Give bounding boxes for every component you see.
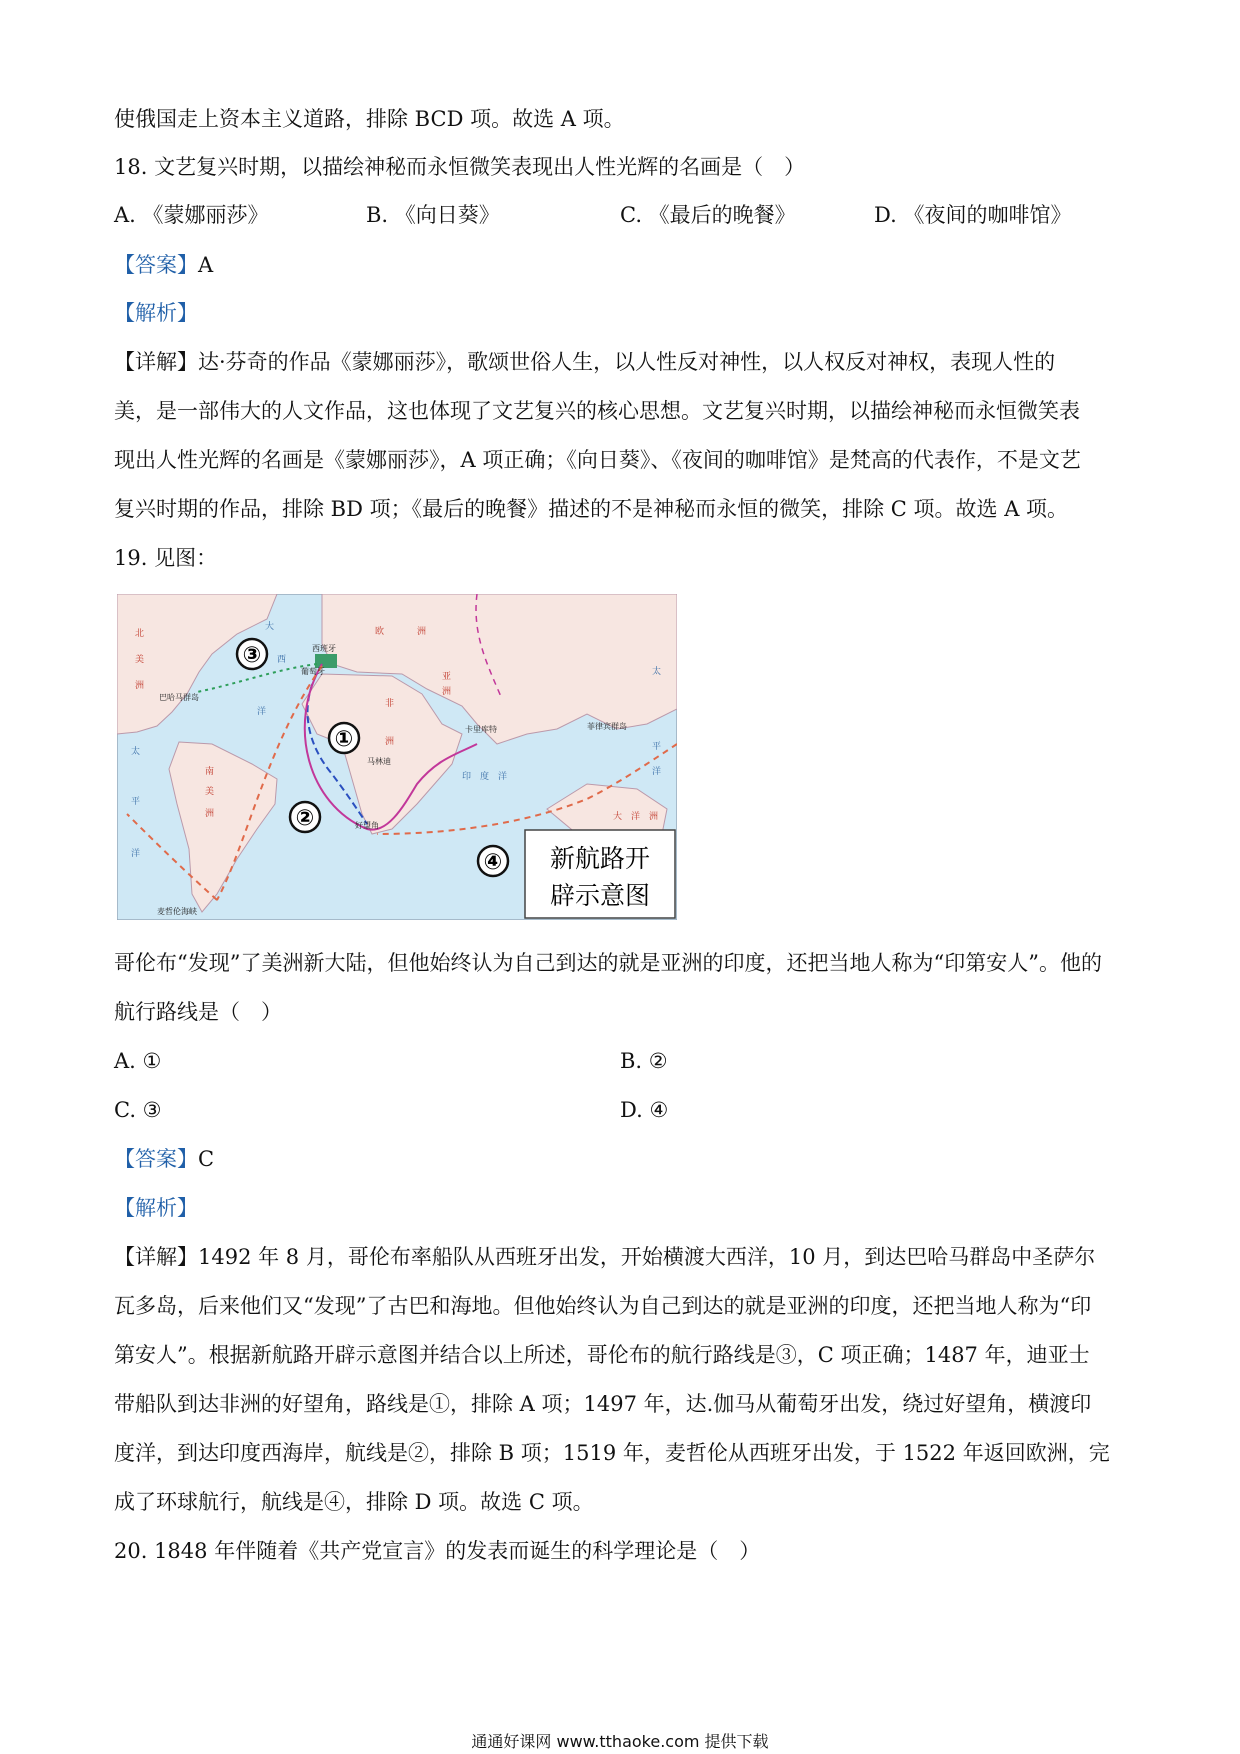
answer-tag: 【答案】 [114, 253, 198, 277]
svg-text:③: ③ [242, 643, 262, 668]
q18-answer [114, 250, 213, 280]
map-title-line-2: 辟示意图 [549, 881, 651, 910]
label-north-america: 美 [135, 655, 145, 665]
map-title-line-1: 新航路开 [549, 844, 651, 873]
label-pacific-west: 太 [131, 747, 141, 757]
label-indian-ocean: 印 度 洋 [462, 772, 508, 782]
iberia-highlight [315, 654, 337, 668]
label-portugal: 葡萄牙 [301, 667, 325, 676]
label-cape-of-good-hope: 好望角 [355, 821, 379, 830]
marker-1 [329, 723, 359, 753]
label-atlantic: 大 [265, 622, 275, 632]
q19-detail-3: 第安人”。根据新航路开辟示意图并结合以上所述，哥伦布的航行路线是③，C 项正确；1487 年，迪亚士 [114, 1343, 1090, 1367]
svg-text:②: ② [295, 806, 315, 831]
detail-text: 达·芬奇的作品《蒙娜丽莎》，歌颂世俗人生，以人性反对神性，以人权反对神权，表现人性的 [198, 350, 1056, 374]
label-africa: 洲 [385, 737, 395, 747]
q18-analysis-tag: 【解析】 [114, 301, 198, 325]
label-malindi: 马林迪 [367, 757, 391, 766]
question-19: 19. 见图： [114, 546, 218, 570]
label-bahamas: 巴哈马群岛 [159, 693, 199, 702]
label-south-america: 洲 [205, 809, 215, 819]
label-philippines: 菲律宾群岛 [587, 722, 627, 731]
q19-detail-2: 瓦多岛，后来他们又“发现”了古巴和海地。但他始终认为自己到达的就是亚洲的印度，还把当地人称为“印 [114, 1294, 1092, 1318]
q19-detail-6: 成了环球航行，航线是④，排除 D 项。故选 C 项。 [114, 1490, 594, 1514]
marker-2 [290, 802, 320, 832]
label-asia: 洲 [442, 687, 452, 697]
marker-4 [478, 846, 508, 876]
detail-text: 1492 年 8 月，哥伦布率船队从西班牙出发，开始横渡大西洋，10 月，到达巴哈马群岛中圣萨尔 [198, 1245, 1096, 1269]
q19-option-b: B. ② [620, 1049, 668, 1073]
q19-option-d: D. ④ [620, 1098, 669, 1122]
text-line: 使俄国走上资本主义道路，排除 BCD 项。故选 A 项。 [114, 107, 625, 131]
question-20: 20. 1848 年伴随着《共产党宣言》的发表而诞生的科学理论是（ ） [114, 1539, 761, 1563]
label-north-america: 北 [135, 629, 145, 639]
page-footer: 通通好课网 www.tthaoke.com 提供下载 [471, 1732, 769, 1751]
q19-option-c: C. ③ [114, 1098, 162, 1122]
label-south-america: 南 [205, 767, 215, 777]
label-pacific-west: 洋 [131, 849, 141, 859]
new-sea-routes-map [117, 594, 677, 920]
q18-option-d: D. 《夜间的咖啡馆》 [874, 203, 1072, 227]
q18-detail-2: 美，是一部伟大的人文作品，这也体现了文艺复兴的核心思想。文艺复兴时期，以描绘神秘而永恒微笑表 [114, 399, 1080, 423]
q19-answer [114, 1144, 214, 1174]
label-europe: 洲 [417, 627, 427, 637]
q18-option-b: B. 《向日葵》 [366, 203, 500, 227]
label-calicut: 卡里库特 [465, 725, 497, 734]
label-pacific-east: 洋 [652, 767, 662, 777]
svg-text:④: ④ [483, 850, 503, 875]
q19-analysis-tag: 【解析】 [114, 1196, 198, 1220]
q19-text-1: 哥伦布“发现”了美洲新大陆，但他始终认为自己到达的就是亚洲的印度，还把当地人称为“印第安人”。他的 [114, 951, 1102, 975]
detail-tag: 【详解】 [114, 350, 198, 374]
label-oceania: 大 洋 洲 [613, 812, 659, 822]
label-europe: 欧 [375, 627, 385, 637]
question-18: 18. 文艺复兴时期，以描绘神秘而永恒微笑表现出人性光辉的名画是（ ） [114, 155, 806, 179]
q18-detail-4: 复兴时期的作品，排除 BD 项；《最后的晚餐》描述的不是神秘而永恒的微笑，排除 C 项。故选 A 项。 [114, 497, 1069, 521]
label-pacific-west: 平 [131, 797, 141, 807]
q18-detail-1 [114, 347, 1055, 377]
q19-detail-1 [114, 1242, 1095, 1272]
q18-detail-3: 现出人性光辉的名画是《蒙娜丽莎》，A 项正确；《向日葵》、《夜间的咖啡馆》是梵高的代表作，不是文艺 [114, 448, 1081, 472]
marker-3 [237, 639, 267, 669]
label-pacific-east: 太 [652, 667, 662, 677]
answer-value: A [198, 253, 214, 277]
label-asia: 亚 [442, 672, 452, 682]
q19-detail-5: 度洋，到达印度西海岸，航线是②，排除 B 项；1519 年，麦哲伦从西班牙出发，于 1522 年返回欧洲，完 [114, 1441, 1110, 1465]
label-north-america: 洲 [135, 681, 145, 691]
svg-text:①: ① [334, 727, 354, 752]
q19-detail-4: 带船队到达非洲的好望角，路线是①，排除 A 项；1497 年，达.伽马从葡萄牙出发，绕过好望角，横渡印 [114, 1392, 1092, 1416]
q19-option-a: A. ① [114, 1049, 162, 1073]
label-africa: 非 [385, 699, 395, 709]
answer-value: C [198, 1147, 215, 1171]
label-south-america: 美 [205, 787, 215, 797]
label-magellan-strait: 麦哲伦海峡 [157, 907, 197, 916]
q18-option-a: A. 《蒙娜丽莎》 [114, 203, 269, 227]
label-spain: 西班牙 [312, 644, 336, 653]
label-atlantic: 洋 [257, 707, 267, 717]
q19-text-2: 航行路线是（ ） [114, 1000, 282, 1024]
detail-tag: 【详解】 [114, 1245, 198, 1269]
label-pacific-east: 平 [652, 742, 662, 752]
q18-option-c: C. 《最后的晚餐》 [620, 203, 796, 227]
label-atlantic: 西 [277, 655, 287, 665]
answer-tag: 【答案】 [114, 1147, 198, 1171]
